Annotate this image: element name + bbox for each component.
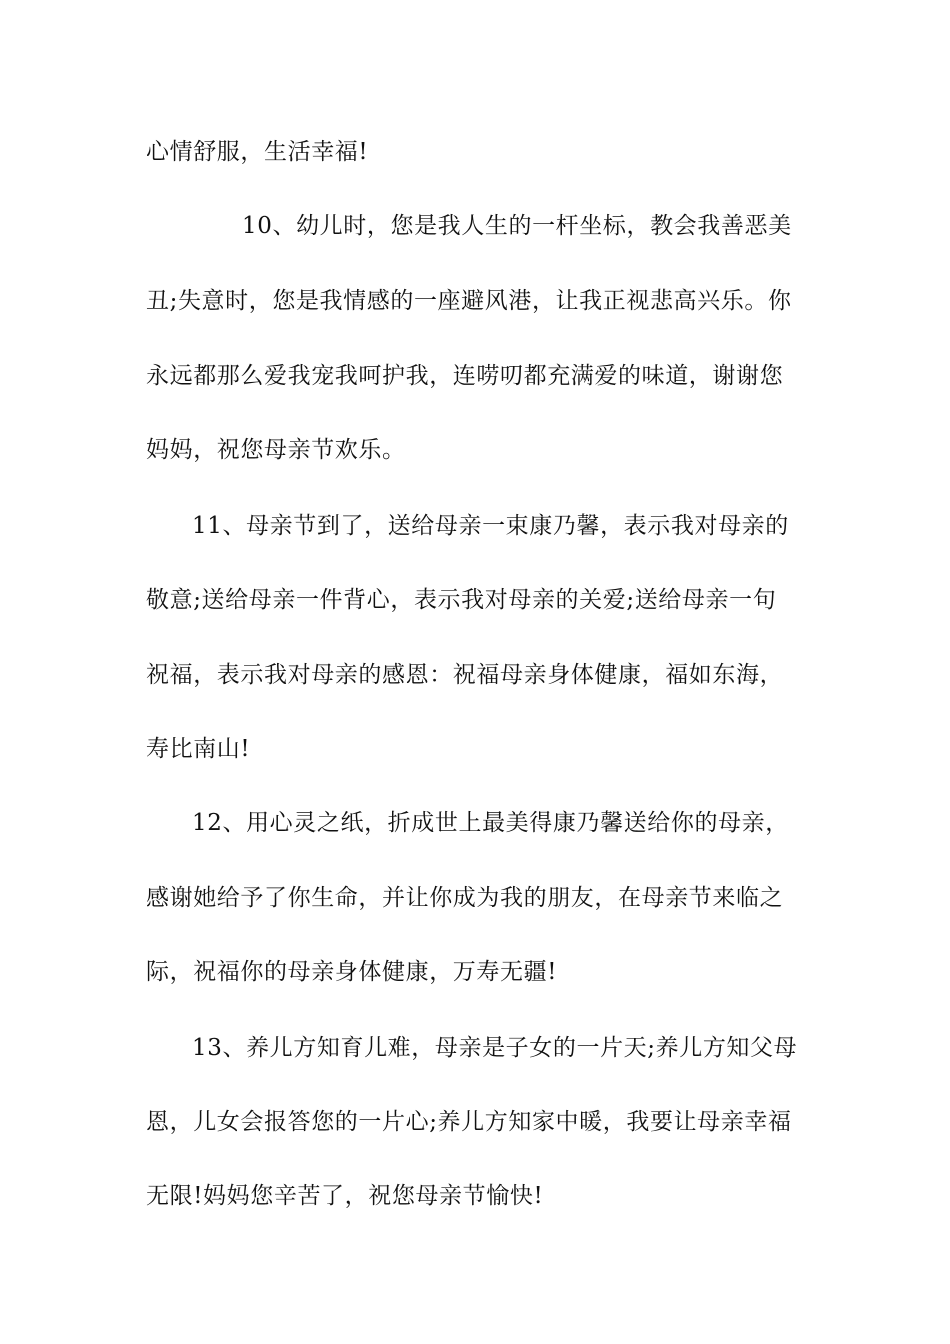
text-line: 永远都那么爱我宠我呵护我，连唠叨都充满爱的味道，谢谢您 — [146, 363, 784, 389]
text-line: 寿比南山! — [146, 736, 251, 762]
text-line: 感谢她给予了你生命，并让你成为我的朋友，在母亲节来临之 — [146, 885, 784, 911]
text-line: 恩，儿女会报答您的一片心;养儿方知家中暖，我要让母亲幸福 — [146, 1109, 792, 1135]
text-line: 际，祝福你的母亲身体健康，万寿无疆! — [146, 959, 558, 985]
text-line: 无限!妈妈您辛苦了，祝您母亲节愉快! — [146, 1183, 544, 1209]
text-line: 丑;失意时，您是我情感的一座避风港，让我正视悲高兴乐。你 — [146, 288, 792, 314]
text-line: 心情舒服，生活幸福! — [146, 139, 369, 165]
text-line: 妈妈，祝您母亲节欢乐。 — [146, 437, 406, 463]
text-line: 12、用心灵之纸，折成世上最美得康乃馨送给你的母亲， — [192, 810, 789, 836]
text-line: 13、养儿方知育儿难，母亲是子女的一片天;养儿方知父母 — [192, 1035, 798, 1061]
text-line: 10、幼儿时，您是我人生的一杆坐标，教会我善恶美 — [242, 213, 792, 239]
text-line: 11、母亲节到了，送给母亲一束康乃馨，表示我对母亲的 — [192, 513, 789, 539]
text-line: 祝福，表示我对母亲的感恩：祝福母亲身体健康，福如东海， — [146, 662, 784, 688]
text-line: 敬意;送给母亲一件背心，表示我对母亲的关爱;送给母亲一句 — [146, 587, 777, 613]
